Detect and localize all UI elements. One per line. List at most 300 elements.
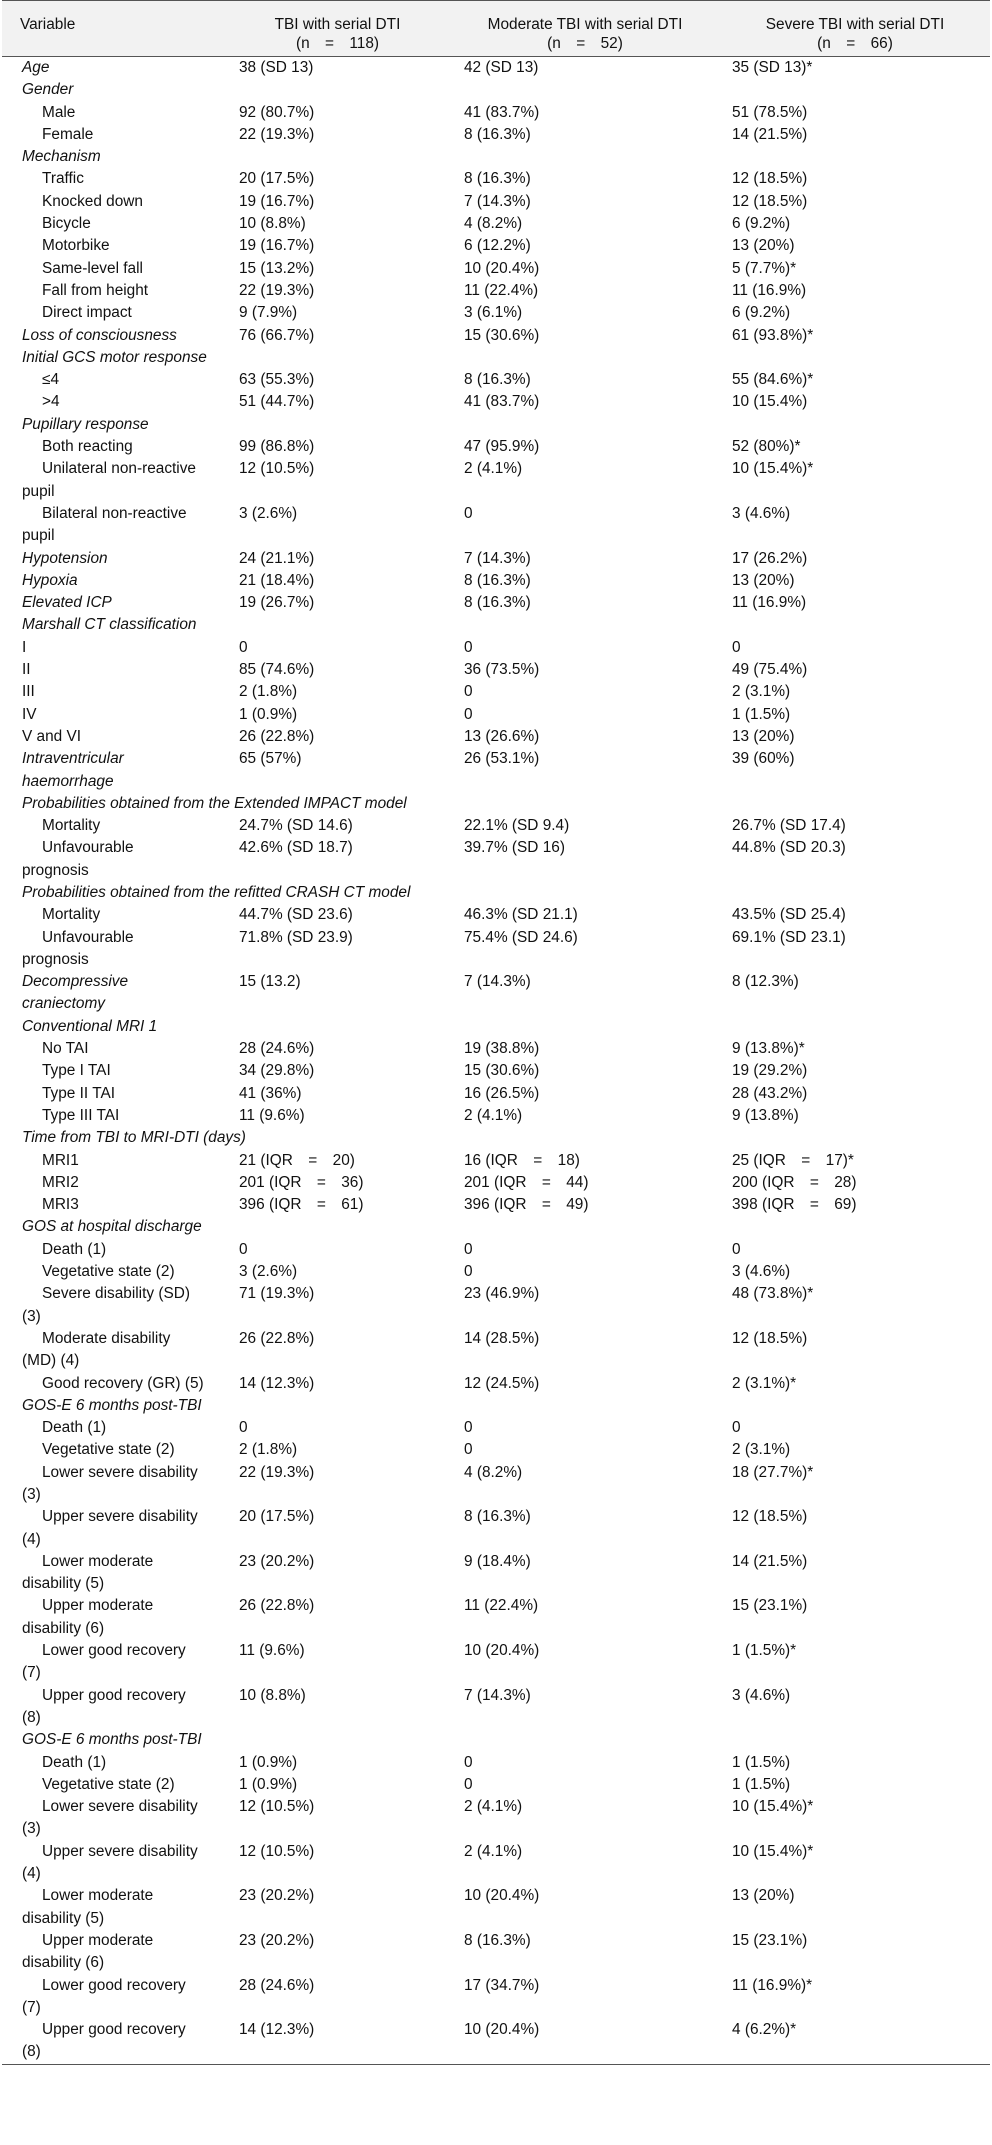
row-label: I [22, 638, 27, 656]
row-label: No TAI [42, 1040, 89, 1058]
cell-severe-tbi [720, 1395, 990, 1417]
cell-moderate-tbi: 0 [464, 1240, 473, 1258]
cell-all-tbi: 85 (74.6%) [239, 661, 315, 679]
cell-moderate-tbi: 2 (4.1%) [464, 1106, 523, 1124]
cell-moderate-tbi: 13 (26.6%) [464, 727, 540, 745]
row-label: Loss of consciousness [22, 326, 177, 344]
row-label: Decompressive craniectomy [22, 973, 129, 1013]
table-row [2, 1038, 990, 1060]
cell-all-tbi: 19 (16.7%) [239, 237, 315, 255]
row-label: Hypoxia [22, 571, 78, 589]
cell-severe-tbi: 1 (1.5%) [732, 1753, 791, 1771]
cell-severe-tbi: 10 (15.4%) [732, 393, 808, 411]
cell-all-tbi: 12 (10.5%) [239, 460, 315, 478]
cell-moderate-tbi: 8 (16.3%) [464, 594, 531, 612]
cell-severe-tbi: 12 (18.5%) [732, 1508, 808, 1526]
cell-moderate-tbi: 7 (14.3%) [464, 973, 531, 991]
cell-moderate-tbi: 0 [464, 504, 473, 522]
cell-moderate-tbi [450, 614, 720, 636]
cell-severe-tbi [720, 414, 990, 436]
cell-severe-tbi: 11 (16.9%) [732, 281, 807, 299]
cell-moderate-tbi: 16 (26.5%) [464, 1084, 540, 1102]
cell-moderate-tbi: 2 (4.1%) [464, 1798, 523, 1816]
cell-moderate-tbi: 0 [464, 638, 473, 656]
cell-severe-tbi [720, 79, 990, 101]
table-row [2, 191, 990, 213]
row-label: Intraventricular haemorrhage [22, 750, 124, 790]
cell-severe-tbi: 5 (7.7%)* [732, 259, 797, 277]
cell-severe-tbi: 398 (IQR = 69) [732, 1196, 857, 1214]
cell-severe-tbi: 3 (4.6%) [732, 1686, 791, 1704]
cell-moderate-tbi: 7 (14.3%) [464, 192, 531, 210]
row-label: Same-level fall [42, 259, 143, 277]
row-label: Initial GCS motor response [22, 348, 207, 366]
cell-all-tbi: 26 (22.8%) [239, 1597, 315, 1615]
table-row [2, 414, 990, 436]
cell-moderate-tbi: 47 (95.9%) [464, 438, 540, 456]
cell-severe-tbi: 69.1% (SD 23.1) [732, 928, 846, 946]
table-row [2, 1506, 990, 1551]
cell-all-tbi: 201 (IQR = 36) [239, 1173, 364, 1191]
cell-moderate-tbi: 46.3% (SD 21.1) [464, 906, 578, 924]
cell-moderate-tbi: 15 (30.6%) [464, 326, 540, 344]
table-row [2, 592, 990, 614]
cell-all-tbi [225, 414, 450, 436]
cell-severe-tbi [720, 882, 990, 904]
cell-moderate-tbi: 0 [464, 683, 473, 701]
cell-moderate-tbi: 6 (12.2%) [464, 237, 531, 255]
cell-all-tbi: 9 (7.9%) [239, 304, 298, 322]
cell-all-tbi: 15 (13.2%) [239, 259, 315, 277]
cell-all-tbi: 99 (86.8%) [239, 438, 315, 456]
cell-moderate-tbi: 36 (73.5%) [464, 661, 540, 679]
cell-all-tbi: 23 (20.2%) [239, 1552, 315, 1570]
cell-moderate-tbi: 19 (38.8%) [464, 1040, 540, 1058]
table-row [2, 1439, 990, 1461]
table-row [2, 146, 990, 168]
cell-moderate-tbi: 8 (16.3%) [464, 1931, 531, 1949]
table-row [2, 1551, 990, 1596]
cell-all-tbi: 1 (0.9%) [239, 1775, 298, 1793]
cell-all-tbi: 19 (16.7%) [239, 192, 315, 210]
table-row [2, 1083, 990, 1105]
cell-severe-tbi [720, 793, 990, 815]
cell-moderate-tbi: 201 (IQR = 44) [464, 1173, 589, 1191]
row-label: Time from TBI to MRI-DTI (days) [22, 1129, 246, 1147]
characteristics-table [2, 0, 990, 2065]
cell-severe-tbi: 11 (16.9%)* [732, 1976, 813, 1994]
row-label: Type III TAI [42, 1106, 120, 1124]
cell-all-tbi: 26 (22.8%) [239, 1329, 315, 1347]
cell-severe-tbi: 3 (4.6%) [732, 504, 791, 522]
cell-all-tbi: 2 (1.8%) [239, 1441, 298, 1459]
row-label: Female [42, 125, 94, 143]
cell-moderate-tbi: 4 (8.2%) [464, 215, 523, 233]
row-label: Type I TAI [42, 1062, 111, 1080]
cell-severe-tbi: 18 (27.7%)* [732, 1463, 814, 1481]
row-label: MRI1 [42, 1151, 79, 1169]
row-label: ≤4 [42, 371, 60, 389]
cell-all-tbi: 44.7% (SD 23.6) [239, 906, 353, 924]
cell-moderate-tbi: 15 (30.6%) [464, 1062, 540, 1080]
cell-all-tbi: 41 (36%) [239, 1084, 302, 1102]
cell-all-tbi: 76 (66.7%) [239, 326, 315, 344]
cell-severe-tbi [720, 347, 990, 369]
row-label: Motorbike [42, 237, 110, 255]
cell-severe-tbi: 55 (84.6%)* [732, 371, 814, 389]
cell-severe-tbi: 13 (20%) [732, 1887, 795, 1905]
row-label: Upper severe disability (4) [22, 1508, 198, 1548]
table-row [2, 1373, 990, 1395]
table-row [2, 614, 990, 636]
cell-moderate-tbi [450, 1016, 720, 1038]
row-label: Probabilities obtained from the refitted CRASH CT model [22, 883, 411, 901]
table-row [2, 1595, 990, 1640]
cell-moderate-tbi: 11 (22.4%) [464, 1597, 539, 1615]
cell-all-tbi: 0 [239, 1419, 248, 1437]
table-row [2, 1172, 990, 1194]
table-row [2, 325, 990, 347]
table-row [2, 971, 990, 1016]
cell-moderate-tbi: 42 (SD 13) [464, 59, 539, 76]
cell-severe-tbi: 26.7% (SD 17.4) [732, 817, 846, 835]
row-label: Bilateral non-reactive pupil [22, 504, 187, 545]
cell-all-tbi: 20 (17.5%) [239, 170, 315, 188]
cell-all-tbi: 23 (20.2%) [239, 1931, 315, 1949]
cell-all-tbi [225, 347, 450, 369]
table-row [2, 793, 990, 815]
cell-severe-tbi: 2 (3.1%)* [732, 1374, 797, 1392]
header-n-severe: (n = 66) [817, 35, 893, 52]
table-row [2, 213, 990, 235]
table-row [2, 1685, 990, 1730]
cell-moderate-tbi [450, 793, 720, 815]
row-label: Vegetative state (2) [42, 1775, 175, 1793]
table-row [2, 369, 990, 391]
cell-severe-tbi: 4 (6.2%)* [732, 2021, 797, 2039]
cell-moderate-tbi: 7 (14.3%) [464, 549, 531, 567]
cell-severe-tbi: 9 (13.8%)* [732, 1040, 805, 1058]
cell-all-tbi: 22 (19.3%) [239, 281, 315, 299]
row-label: III [22, 683, 35, 701]
cell-moderate-tbi: 22.1% (SD 9.4) [464, 817, 570, 835]
cell-severe-tbi: 28 (43.2%) [732, 1084, 808, 1102]
cell-all-tbi: 10 (8.8%) [239, 215, 306, 233]
cell-moderate-tbi [450, 79, 720, 101]
cell-moderate-tbi: 3 (6.1%) [464, 304, 523, 322]
cell-moderate-tbi: 10 (20.4%) [464, 2021, 540, 2039]
row-label: Probabilities obtained from the Extended IMPACT model [22, 794, 407, 812]
row-label: Mechanism [22, 148, 101, 166]
table-row [2, 1729, 990, 1751]
cell-severe-tbi: 0 [732, 638, 741, 656]
cell-severe-tbi: 13 (20%) [732, 237, 795, 255]
row-label: II [22, 661, 31, 679]
row-label: V and VI [22, 727, 82, 745]
cell-severe-tbi: 17 (26.2%) [732, 549, 808, 567]
row-label: Both reacting [42, 438, 133, 456]
row-label: Lower good recovery (7) [22, 1976, 186, 2016]
row-label: Lower moderate disability (5) [22, 1552, 154, 1593]
table-row [2, 1060, 990, 1082]
cell-all-tbi: 396 (IQR = 61) [239, 1196, 364, 1214]
cell-all-tbi: 28 (24.6%) [239, 1040, 315, 1058]
table-row [2, 681, 990, 703]
row-label: Moderate disability (MD) (4) [22, 1329, 171, 1370]
table-row [2, 1127, 990, 1149]
cell-moderate-tbi: 10 (20.4%) [464, 1642, 540, 1660]
table-row [2, 124, 990, 146]
cell-all-tbi: 19 (26.7%) [239, 594, 315, 612]
table-row [2, 815, 990, 837]
table-row [2, 882, 990, 904]
table-row [2, 726, 990, 748]
cell-all-tbi: 23 (20.2%) [239, 1887, 315, 1905]
cell-severe-tbi: 0 [732, 1419, 741, 1437]
table-row [2, 1796, 990, 1841]
table-row [2, 748, 990, 793]
cell-severe-tbi [720, 614, 990, 636]
cell-all-tbi: 21 (18.4%) [239, 571, 315, 589]
row-label: Pupillary response [22, 415, 149, 433]
row-label: Lower good recovery (7) [22, 1642, 186, 1682]
cell-moderate-tbi: 16 (IQR = 18) [464, 1151, 580, 1169]
cell-severe-tbi: 15 (23.1%) [732, 1931, 808, 1949]
cell-severe-tbi [720, 146, 990, 168]
table-row [2, 1216, 990, 1238]
row-label: Unfavourable prognosis [22, 839, 134, 879]
cell-severe-tbi: 14 (21.5%) [732, 125, 808, 143]
table-row [2, 1194, 990, 1216]
cell-severe-tbi: 11 (16.9%) [732, 594, 807, 612]
cell-moderate-tbi: 8 (16.3%) [464, 1508, 531, 1526]
row-label: IV [22, 705, 37, 723]
header-severe-tbi: Severe TBI with serial DTI (n = 66) [720, 1, 990, 57]
cell-severe-tbi: 3 (4.6%) [732, 1263, 791, 1281]
table-row [2, 79, 990, 101]
table-header [2, 1, 990, 57]
cell-all-tbi: 11 (9.6%) [239, 1642, 305, 1660]
table-row [2, 102, 990, 124]
row-label: Traffic [42, 170, 84, 188]
table-row [2, 258, 990, 280]
cell-severe-tbi: 51 (78.5%) [732, 103, 808, 121]
cell-moderate-tbi: 17 (34.7%) [464, 1976, 540, 1994]
cell-moderate-tbi: 4 (8.2%) [464, 1463, 523, 1481]
row-label: >4 [42, 393, 60, 411]
cell-all-tbi: 21 (IQR = 20) [239, 1151, 355, 1169]
cell-all-tbi: 65 (57%) [239, 750, 302, 768]
table-row [2, 1283, 990, 1328]
cell-all-tbi: 14 (12.3%) [239, 1374, 315, 1392]
cell-all-tbi: 1 (0.9%) [239, 705, 298, 723]
cell-all-tbi [225, 79, 450, 101]
cell-severe-tbi: 1 (1.5%) [732, 705, 791, 723]
cell-moderate-tbi: 2 (4.1%) [464, 460, 523, 478]
table-row [2, 1640, 990, 1685]
cell-all-tbi: 14 (12.3%) [239, 2021, 315, 2039]
cell-all-tbi: 15 (13.2) [239, 973, 301, 991]
cell-all-tbi: 11 (9.6%) [239, 1106, 305, 1124]
table-row [2, 302, 990, 324]
cell-all-tbi: 20 (17.5%) [239, 1508, 315, 1526]
cell-severe-tbi: 1 (1.5%) [732, 1775, 791, 1793]
row-label: Mortality [42, 817, 101, 835]
header-all-tbi: TBI with serial DTI (n = 118) [225, 1, 450, 57]
cell-all-tbi: 38 (SD 13) [239, 59, 314, 76]
cell-moderate-tbi: 396 (IQR = 49) [464, 1196, 589, 1214]
row-label: Unilateral non-reactive pupil [22, 460, 196, 500]
row-label: Upper moderate disability (6) [22, 1931, 154, 1972]
cell-all-tbi: 71 (19.3%) [239, 1285, 315, 1303]
table-row [2, 280, 990, 302]
cell-all-tbi [225, 1127, 450, 1149]
table-row [2, 1395, 990, 1417]
cell-moderate-tbi: 2 (4.1%) [464, 1842, 523, 1860]
cell-all-tbi [225, 1216, 450, 1238]
cell-all-tbi: 1 (0.9%) [239, 1753, 298, 1771]
row-label: Upper moderate disability (6) [22, 1597, 154, 1637]
row-label: Gender [22, 81, 74, 99]
row-label: Knocked down [42, 192, 143, 210]
cell-all-tbi: 12 (10.5%) [239, 1798, 315, 1816]
cell-moderate-tbi [450, 1729, 720, 1751]
cell-moderate-tbi: 10 (20.4%) [464, 259, 540, 277]
cell-moderate-tbi: 0 [464, 1419, 473, 1437]
table-row [2, 1930, 990, 1975]
cell-moderate-tbi: 0 [464, 1263, 473, 1281]
row-label: GOS-E 6 months post-TBI [22, 1731, 202, 1749]
row-label: Lower moderate disability (5) [22, 1887, 154, 1927]
row-label: MRI2 [42, 1173, 79, 1191]
cell-all-tbi: 42.6% (SD 18.7) [239, 839, 353, 857]
row-label: Upper severe disability (4) [22, 1842, 198, 1883]
row-label: Age [22, 59, 50, 76]
table-row [2, 391, 990, 413]
table-row [2, 1774, 990, 1796]
cell-moderate-tbi [450, 347, 720, 369]
cell-all-tbi: 28 (24.6%) [239, 1976, 315, 1994]
cell-severe-tbi: 0 [732, 1240, 741, 1258]
cell-severe-tbi: 1 (1.5%)* [732, 1642, 797, 1660]
row-label: Direct impact [42, 304, 132, 322]
cell-moderate-tbi [450, 882, 720, 904]
table-row [2, 1841, 990, 1886]
table-row [2, 1417, 990, 1439]
cell-all-tbi: 0 [239, 1240, 248, 1258]
cell-moderate-tbi: 75.4% (SD 24.6) [464, 928, 578, 946]
table-row [2, 570, 990, 592]
table-row [2, 1885, 990, 1930]
row-label: MRI3 [42, 1196, 79, 1214]
cell-severe-tbi: 25 (IQR = 17)* [732, 1151, 854, 1169]
row-label: Vegetative state (2) [42, 1263, 175, 1281]
table-row [2, 548, 990, 570]
row-label: Type II TAI [42, 1084, 115, 1102]
row-label: Death (1) [42, 1753, 107, 1771]
cell-severe-tbi: 14 (21.5%) [732, 1552, 808, 1570]
table-row [2, 168, 990, 190]
cell-severe-tbi: 9 (13.8%) [732, 1106, 799, 1124]
cell-all-tbi [225, 146, 450, 168]
cell-all-tbi [225, 1395, 450, 1417]
cell-moderate-tbi: 41 (83.7%) [464, 103, 540, 121]
table-row [2, 235, 990, 257]
cell-all-tbi: 0 [239, 638, 248, 656]
cell-severe-tbi: 10 (15.4%)* [732, 1842, 814, 1860]
row-label: Unfavourable prognosis [22, 928, 134, 968]
cell-moderate-tbi: 7 (14.3%) [464, 1686, 531, 1704]
cell-severe-tbi: 15 (23.1%) [732, 1597, 808, 1615]
table-row [2, 1328, 990, 1373]
cell-moderate-tbi: 14 (28.5%) [464, 1329, 540, 1347]
table-row [2, 704, 990, 726]
cell-all-tbi: 12 (10.5%) [239, 1842, 315, 1860]
table-row [2, 637, 990, 659]
cell-moderate-tbi: 0 [464, 1753, 473, 1771]
cell-all-tbi: 92 (80.7%) [239, 103, 315, 121]
cell-all-tbi: 34 (29.8%) [239, 1062, 315, 1080]
cell-moderate-tbi: 8 (16.3%) [464, 170, 531, 188]
cell-severe-tbi: 44.8% (SD 20.3) [732, 839, 846, 857]
cell-all-tbi: 24.7% (SD 14.6) [239, 817, 353, 835]
cell-all-tbi [225, 614, 450, 636]
cell-all-tbi: 3 (2.6%) [239, 1263, 298, 1281]
cell-moderate-tbi: 8 (16.3%) [464, 571, 531, 589]
table-row [2, 1150, 990, 1172]
row-label: Mortality [42, 906, 101, 924]
cell-severe-tbi: 52 (80%)* [732, 438, 801, 456]
table-row [2, 1105, 990, 1127]
cell-moderate-tbi [450, 1127, 720, 1149]
row-label: Lower severe disability (3) [22, 1463, 198, 1503]
table-row [2, 1016, 990, 1038]
cell-moderate-tbi [450, 1395, 720, 1417]
row-label: GOS-E 6 months post-TBI [22, 1396, 202, 1414]
cell-moderate-tbi: 23 (46.9%) [464, 1285, 540, 1303]
cell-severe-tbi [720, 1016, 990, 1038]
row-label: Fall from height [42, 281, 149, 299]
row-label: Hypotension [22, 549, 108, 567]
cell-all-tbi: 51 (44.7%) [239, 393, 315, 411]
cell-severe-tbi: 12 (18.5%) [732, 192, 808, 210]
header-n-all: (n = 118) [295, 35, 380, 52]
cell-moderate-tbi [450, 1216, 720, 1238]
cell-severe-tbi: 8 (12.3%) [732, 973, 799, 991]
cell-severe-tbi: 12 (18.5%) [732, 1329, 808, 1347]
table-row [2, 837, 990, 882]
cell-all-tbi: 22 (19.3%) [239, 125, 315, 143]
cell-severe-tbi: 13 (20%) [732, 727, 795, 745]
cell-severe-tbi: 12 (18.5%) [732, 170, 808, 188]
cell-moderate-tbi: 0 [464, 705, 473, 723]
cell-severe-tbi: 10 (15.4%)* [732, 460, 814, 478]
cell-severe-tbi: 43.5% (SD 25.4) [732, 906, 846, 924]
cell-severe-tbi: 49 (75.4%) [732, 661, 808, 679]
cell-moderate-tbi [450, 146, 720, 168]
table-row [2, 436, 990, 458]
table-row [2, 927, 990, 972]
row-label: Elevated ICP [22, 594, 112, 612]
cell-severe-tbi [720, 1127, 990, 1149]
row-label: Male [42, 103, 76, 121]
table-row [2, 503, 990, 548]
row-label: Bicycle [42, 215, 91, 233]
cell-severe-tbi [720, 1216, 990, 1238]
table-row [2, 1239, 990, 1261]
cell-moderate-tbi [450, 414, 720, 436]
header-variable: Variable [2, 1, 225, 57]
